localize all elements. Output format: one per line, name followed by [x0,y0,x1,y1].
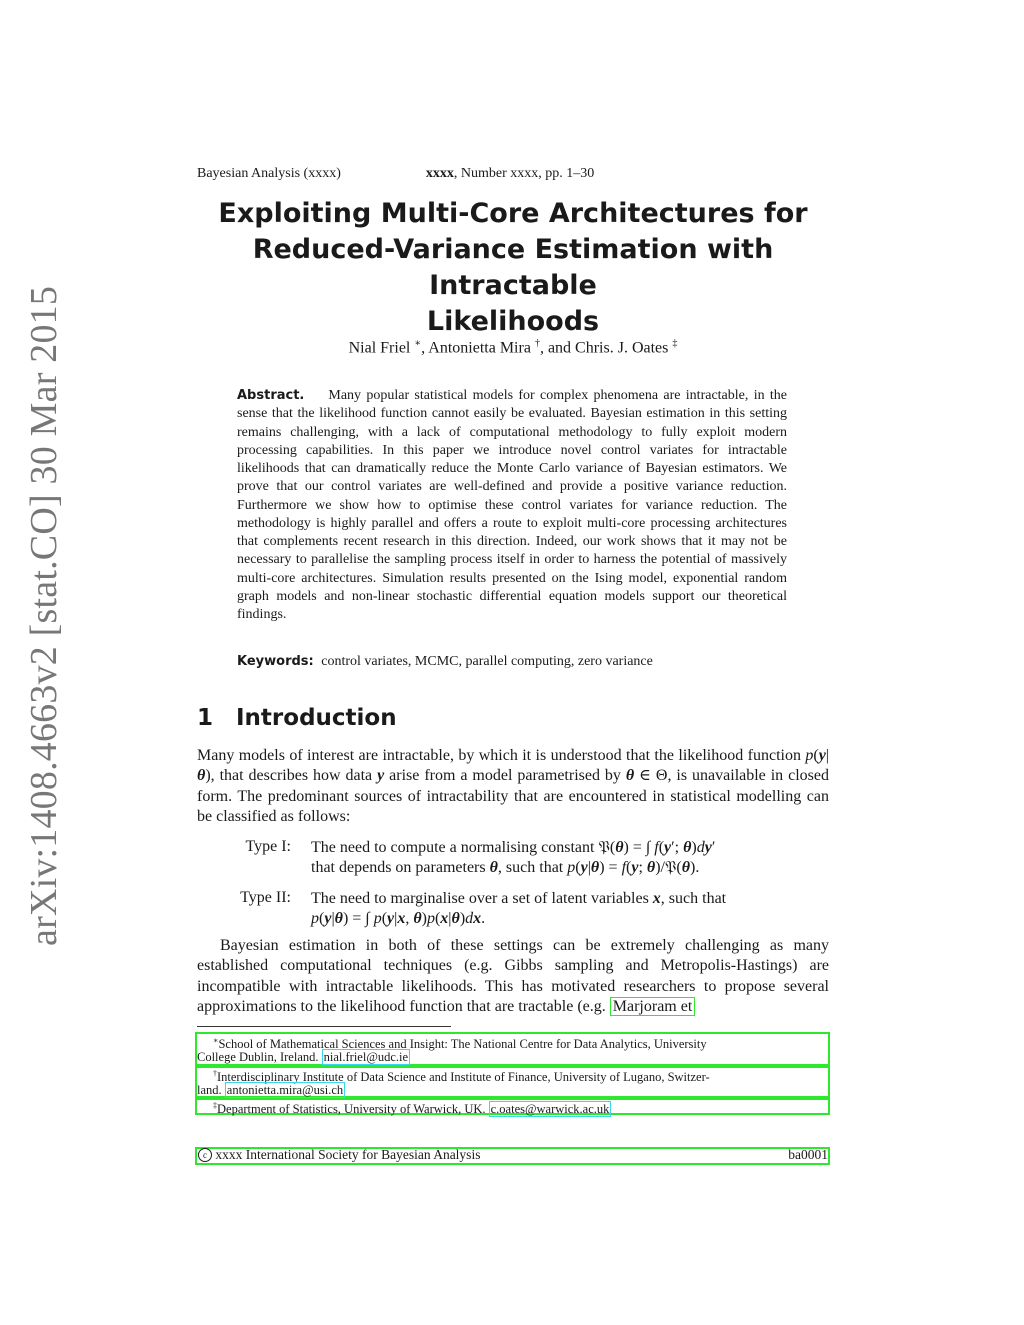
type-1-label: Type I: [245,838,291,855]
author-1-mark: ∗ [414,338,422,349]
footer-society: xxxx International Society for Bayesian Analysis [215,1147,481,1162]
issue-pages: , Number xxxx, pp. 1–30 [453,166,595,181]
p1-text-a: Many models of interest are intractable, by which it is understood that the likelihood function [197,747,806,764]
type-1-text-c: , such that [497,859,568,876]
p1-text-d: ∈ Θ, is unavailable in closed form. The predominant sources of intractability that are encountered in statistical modelling can be classified as follows: [197,767,829,825]
footnote-3-mark: ‡ [213,1101,217,1110]
p2-text: Bayesian estimation in both of these settings can be extremely challenging as many established computational techniques (e.g. Gibbs sampling and Metropolis-Hastings) are incompatible with intractable likelihoods. This has motivated researchers to propose several approximations to the likelihood function that are tractable (e.g. [197,937,829,1015]
footnote-2-text-2: land. [197,1083,222,1097]
section-title: Introduction [236,705,397,731]
likelihood-expr: p(y|θ) [197,747,829,785]
footnote-3-text: Department of Statistics, University of Warwick, UK. [217,1102,486,1117]
footnote-2-line-2 [197,1082,345,1098]
footer-copyright [198,1147,480,1163]
type-1-equation: p(y|θ) = f(y; θ)/𝔓(θ). [567,859,700,876]
title-line-3: Likelihoods [426,306,600,337]
footnote-2-text: Interdisciplinary Institute of Data Science and Institute of Finance, University of Lugano, Switzer- [217,1070,710,1085]
footnote-3-line-1 [213,1098,611,1117]
paper-title [196,196,830,340]
email-mira-link[interactable]: antonietta.mira@usi.ch [226,1083,344,1097]
running-head [197,166,594,182]
title-line-1: Exploiting Multi-Core Architectures for [218,198,808,229]
p1-text-b: , that describes how data [210,767,378,785]
type-2-text-a: The need to marginalise over a set of latent variables [311,890,653,907]
arxiv-stamp: arXiv:1408.4663v2 [stat.CO] 30 Mar 2015 [23,285,65,946]
type-1-text-a: The need to compute a normalising constant [311,839,599,856]
type-2-equation: p(y|θ) = ∫ p(y|x, θ)p(x|θ)dx. [311,910,486,927]
footer-article-id: ba0001 [788,1147,828,1162]
intro-paragraph-2 [197,936,829,1017]
author-3: , and Chris. J. Oates [539,339,669,357]
journal-name: Bayesian Analysis (xxxx) [197,166,341,181]
author-1: Nial Friel [348,339,411,357]
citation-marjoram-link[interactable] [610,997,696,1016]
citation-text: Marjoram et [612,997,693,1015]
author-2-mark: † [534,338,540,349]
keywords-label: Keywords: [237,654,314,669]
footnote-rule [197,1026,451,1027]
normalising-constant-expr: 𝔓(θ) = ∫ f(y′; θ)dy′ [598,839,716,856]
author-2: , Antonietta Mira [421,339,531,357]
keywords-text: control variates, MCMC, parallel computing, zero variance [321,654,653,669]
data-symbol: y [377,767,385,785]
email-friel-link[interactable]: nial.friel@udc.ie [323,1050,409,1064]
copyright-icon: c [198,1148,212,1162]
theta-symbol: θ [625,767,635,785]
abstract-label: Abstract. [237,388,305,403]
type-2-text-b: , such that [660,890,727,907]
footnote-1-text: School of Mathematical Sciences and Insight: The National Centre for Data Analytics, University [218,1037,707,1052]
abstract-text: Many popular statistical models for complex phenomena are intractable, in the sense that the likelihood function cannot easily be evaluated. Bayesian estimation in this setting remains challenging, with a lack of computational methodology to fully exploit modern processing capabilities. In this paper we introduce novel control variates for intractable likelihoods that can dramatically reduce the Monte Carlo variance of Bayesian estimators. We prove that our control variates are well-defined and provide a positive variance reduction. Furthermore we show how to optimise these control variates for variance reduction. The methodology is highly parallel and offers a route to exploit multi-core processing architectures that complements recent research in this direction. Indeed, our work shows that it may not be necessary to parallelise the sampling process itself in order to harness the potential of massively multi-core architectures. Simulation results presented on the Ising model, exponential random graph models and non-linear stochastic differential equation models support our theoretical findings. [237,388,787,622]
title-line-2: Reduced-Variance Estimation with Intractable [252,234,774,301]
footnote-2-mark: † [213,1069,217,1078]
volume: xxxx [425,166,454,181]
p1-text-c: arise from a model parametrised by [384,767,626,785]
abstract [237,387,787,624]
footnote-1-line-2 [197,1049,410,1065]
footnote-1-mark: ∗ [213,1036,219,1045]
author-list [196,338,830,357]
keywords [237,654,797,670]
author-3-mark: ‡ [672,338,678,349]
type-1-text-b: that depends on parameters [311,859,490,876]
section-number: 1 [197,705,214,731]
email-oates-link[interactable]: c.oates@warwick.ac.uk [490,1102,610,1117]
type-2-label: Type II: [240,889,291,906]
footnote-1-text-2: College Dublin, Ireland. [197,1050,319,1064]
type-2-body: The need to marginalise over a set of latent variables x, such that p(y|θ) = ∫ p(y|x, θ)p(x|θ)dx. [311,889,831,929]
type-1-body: The need to compute a normalising constant 𝔓(θ) = ∫ f(y′; θ)dy′ that depends on parameters θ, such that p(y|θ) = f(y; θ)/𝔓(θ). [311,839,716,876]
intro-paragraph-1 [197,746,829,827]
